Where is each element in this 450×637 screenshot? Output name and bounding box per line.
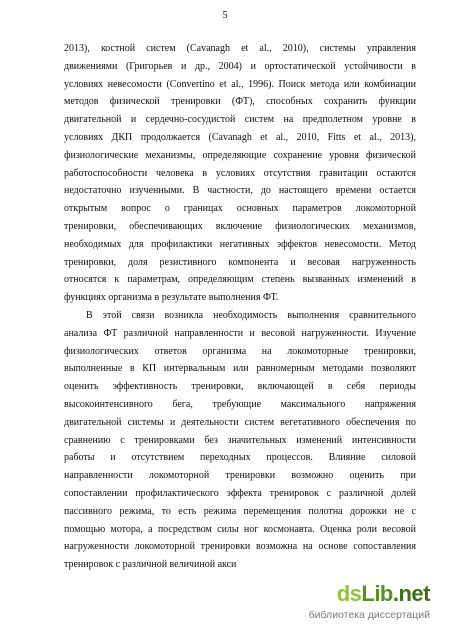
dslib-logo bbox=[337, 581, 430, 607]
logo-part-ds: ds bbox=[336, 581, 362, 606]
text-line: работоспособности человека в условиях отсутствия гравитации остаются bbox=[64, 167, 416, 179]
dslib-watermark bbox=[286, 581, 436, 623]
text-line: выполненные в КП интервальным или равномерным методами позволяют bbox=[64, 363, 416, 375]
text-line: двигательной системы и деятельности систем вегетативного обеспечения по bbox=[64, 416, 416, 428]
text-line: недостаточно изученными. В частности, до настоящего времени остается bbox=[64, 185, 416, 197]
text-line-partial: тренировок с различной величиной акси bbox=[64, 559, 237, 571]
text-line: нагруженности локомоторной тренировки возможна на основе сопоставления bbox=[64, 541, 416, 553]
text-line: работы и отсутствием переходных процессов. Влияние силовой bbox=[64, 452, 416, 464]
text-line: 2013), костной систем (Cavanagh et al., 2010), системы управления bbox=[64, 43, 416, 54]
text-line: движениями (Григорьев и др., 2004) и ортостатической устойчивости в bbox=[64, 60, 416, 72]
text-line: тренировки, обеспечивающих включение физиологических механизмов, bbox=[64, 220, 416, 232]
text-line: необходимых для профилактики негативных эффектов невесомости. Метод bbox=[64, 238, 416, 250]
text-line: двигательной и сердечно-сосудистой систем на предполетном уровне в bbox=[64, 114, 416, 126]
text-line: физиологические механизмы, определяющие сохранение уровня физической bbox=[64, 149, 416, 161]
text-line: относятся к параметрам, определяющим степень вызванных изменений в bbox=[64, 274, 416, 286]
paragraph-2 bbox=[64, 307, 416, 574]
paragraph-1 bbox=[64, 40, 416, 307]
text-line: оценить эффективность тренировки, включающей в себя периоды bbox=[64, 381, 416, 393]
text-line: пассивного режима, то есть режима перемещения полотна дорожки не с bbox=[64, 505, 416, 517]
text-line: тренировки, доля резистивного компонента и весовая нагруженность bbox=[64, 256, 416, 268]
watermark-caption: библиотека диссертаций bbox=[308, 609, 430, 621]
body-text bbox=[64, 40, 416, 574]
page-number: 5 bbox=[222, 10, 228, 21]
text-line: условиях невесомости (Convertino et al., 1996). Поиск метода или комбинации bbox=[64, 78, 416, 90]
text-line-indented: В этой связи возникла необходимость выполнения сравнительного bbox=[86, 309, 416, 321]
text-line: условиях ДКП продолжается (Cavanagh et al., 2010, Fitts et al., 2013), bbox=[64, 131, 416, 143]
text-line: сопоставлении профилактического эффекта тренировок с различной долей bbox=[64, 487, 416, 499]
text-line: физиологических ответов организма на локомоторные тренировки, bbox=[64, 345, 416, 357]
text-line: помощью мотора, а посредством силы ног космонавта. Оценка роли весовой bbox=[64, 523, 416, 535]
text-line: открытым вопрос о границах основных параметров локомоторной bbox=[64, 203, 416, 215]
text-line: направленности локомоторной тренировки возможно оценить при bbox=[64, 470, 416, 482]
text-line-last: функциях организма в результате выполнения ФТ. bbox=[64, 292, 279, 304]
logo-part-lib: Lib bbox=[361, 581, 393, 606]
text-line: методов физической тренировки (ФТ), способных сохранить функции bbox=[64, 96, 416, 108]
text-line: высокоинтенсивного бега, требующие максимального напряжения bbox=[64, 398, 416, 410]
logo-part-net: .net bbox=[392, 581, 430, 606]
text-line: анализа ФТ различной направленности и весовой нагруженности. Изучение bbox=[64, 327, 416, 339]
text-line: сравнению с тренировками без значительных изменений интенсивности bbox=[64, 434, 416, 446]
